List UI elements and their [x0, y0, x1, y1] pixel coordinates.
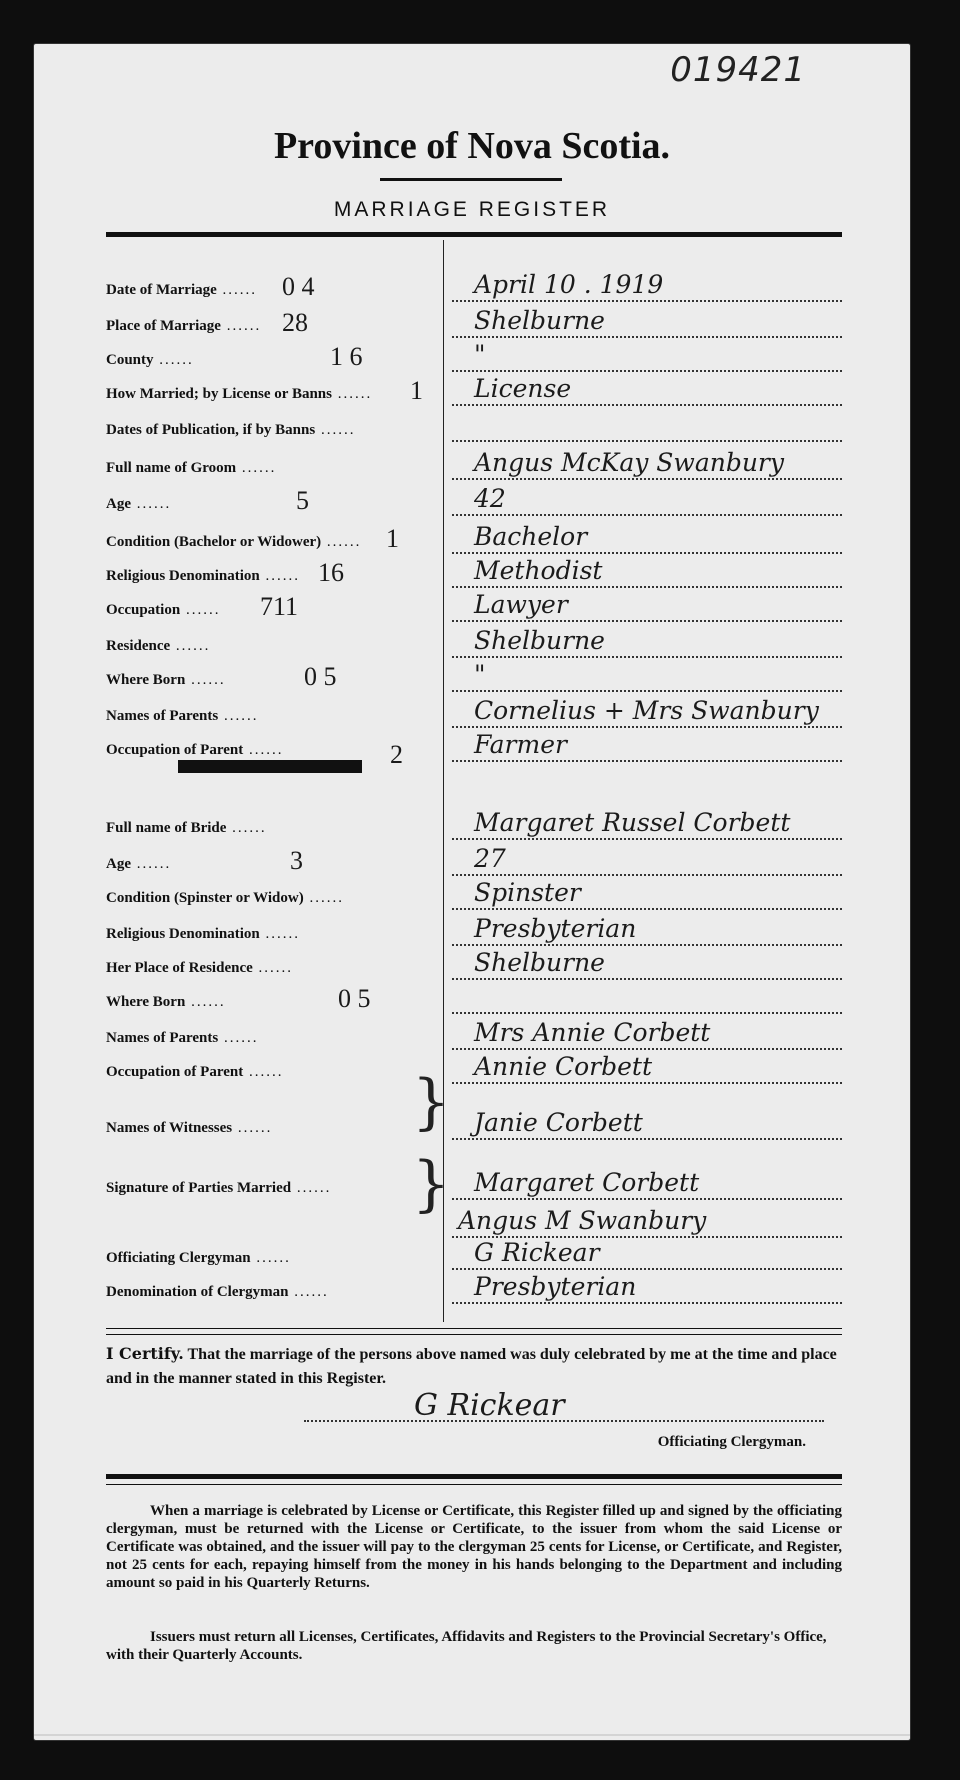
field-label	[106, 926, 300, 943]
entry-line	[452, 1302, 842, 1304]
entry-line	[452, 978, 842, 980]
handwritten-entry: Angus M Swanbury	[458, 1206, 707, 1235]
certificate-text	[106, 1342, 842, 1391]
entry-line	[452, 690, 842, 692]
field-label	[106, 318, 261, 335]
field-label	[106, 352, 194, 369]
field-label	[106, 1030, 258, 1047]
handwritten-entry: 42	[474, 484, 506, 513]
handwritten-entry: Farmer	[474, 730, 567, 759]
entry-line	[452, 336, 842, 338]
field-label	[106, 534, 361, 551]
handwritten-entry: "	[474, 340, 486, 369]
handwritten-entry: Lawyer	[474, 590, 568, 619]
field-label	[106, 1120, 272, 1137]
entry-line	[452, 300, 842, 302]
witness-brace: }	[412, 1067, 451, 1137]
field-label	[106, 1250, 291, 1267]
register-sheet	[34, 44, 910, 1740]
cert-rule-2	[106, 1334, 842, 1335]
certify-body: That the marriage of the persons above named was duly celebrated by me at the time and place and in the manner stated in this Register.	[106, 1346, 837, 1387]
handwritten-entry: 27	[474, 844, 506, 873]
handwritten-entry: "	[474, 660, 486, 689]
entry-line	[452, 1138, 842, 1140]
entry-line	[452, 586, 842, 588]
field-label-text: Full name of Bride	[106, 820, 227, 836]
leader-dots: ......	[303, 890, 344, 906]
field-label-text: Names of Parents	[106, 1030, 219, 1046]
leader-dots: ......	[250, 1250, 291, 1266]
handwritten-entry: Margaret Russel Corbett	[474, 808, 791, 837]
field-label-text: Where Born	[106, 672, 186, 688]
cert-rule-1	[106, 1328, 842, 1329]
field-label-text: Denomination of Clergyman	[106, 1284, 289, 1300]
field-label-text: Occupation	[106, 602, 181, 618]
handwritten-entry: Shelburne	[474, 626, 605, 655]
field-label	[106, 422, 355, 439]
top-rule	[106, 232, 842, 237]
field-label	[106, 460, 276, 477]
issuer-instructions: Issuers must return all Licenses, Certificates, Affidavits and Registers to the Provincial Secretary's Office, with their Quarterly Accounts.	[106, 1629, 827, 1663]
field-label	[106, 638, 210, 655]
field-code: 711	[260, 592, 299, 621]
leader-dots: ......	[216, 282, 258, 298]
handwritten-entry: Presbyterian	[474, 1272, 637, 1301]
field-label-text: Occupation of Parent	[106, 742, 244, 758]
parties-brace: }	[412, 1149, 451, 1219]
handwritten-entry: Shelburne	[474, 948, 605, 977]
handwritten-entry: Shelburne	[474, 306, 605, 335]
field-label-text: Officiating Clergyman	[106, 1250, 251, 1266]
leader-dots: ......	[259, 568, 301, 584]
entry-line	[452, 370, 842, 372]
field-label	[106, 1284, 329, 1301]
notice-rule-2	[106, 1484, 842, 1485]
entry-line	[452, 1198, 842, 1200]
handwritten-entry: Annie Corbett	[474, 1052, 653, 1081]
entry-line	[452, 656, 842, 658]
field-label-text: Full name of Groom	[106, 460, 237, 476]
entry-line	[452, 908, 842, 910]
entry-line	[452, 874, 842, 876]
field-code: 1	[410, 376, 423, 405]
certify-heading: I Certify.	[106, 1344, 184, 1363]
field-label	[106, 960, 293, 977]
leader-dots: ......	[170, 638, 211, 654]
field-code: 16	[318, 558, 344, 587]
field-label-text: Place of Marriage	[106, 318, 221, 334]
page-subtitle: MARRIAGE REGISTER	[333, 198, 611, 221]
entry-line	[452, 514, 842, 516]
handwritten-entry: Spinster	[474, 878, 581, 907]
leader-dots: ......	[218, 1030, 259, 1046]
clergyman-signature: G Rickear	[414, 1388, 565, 1423]
handwritten-entry: Bachelor	[474, 522, 588, 551]
handwritten-entry: Presbyterian	[474, 914, 637, 943]
entry-line	[452, 440, 842, 442]
entry-line	[452, 944, 842, 946]
field-label-text: Names of Witnesses	[106, 1120, 233, 1136]
field-code: 5	[296, 486, 309, 515]
entry-line	[452, 1268, 842, 1270]
field-label-text: Condition (Bachelor or Widower)	[106, 534, 322, 550]
handwritten-entry: Margaret Corbett	[474, 1168, 700, 1197]
leader-dots: ......	[243, 742, 284, 758]
field-label	[106, 386, 372, 403]
handwritten-entry: April 10 . 1919	[474, 270, 664, 299]
field-label	[106, 708, 258, 725]
field-label	[106, 1064, 283, 1081]
field-code: 3	[290, 846, 303, 875]
handwritten-entry: Cornelius + Mrs Swanbury	[474, 696, 819, 725]
leader-dots: ......	[232, 1120, 273, 1136]
field-code: 28	[282, 308, 308, 337]
field-code: 0 5	[304, 662, 337, 691]
handwritten-entry: Janie Corbett	[474, 1108, 643, 1137]
field-label-text: Where Born	[106, 994, 186, 1010]
field-label-text: Dates of Publication, if by Banns	[106, 422, 316, 438]
field-label-text: How Married; by License or Banns	[106, 386, 332, 402]
leader-dots: ......	[153, 352, 194, 368]
leader-dots: ......	[131, 856, 172, 872]
leader-dots: ......	[185, 672, 226, 688]
field-label	[106, 282, 257, 299]
notice-rule-1	[106, 1474, 842, 1479]
field-label-text: Condition (Spinster or Widow)	[106, 890, 304, 906]
leader-dots: ......	[315, 422, 356, 438]
handwritten-entry: G Rickear	[474, 1238, 600, 1267]
entry-line	[452, 726, 842, 728]
entry-line	[452, 1048, 842, 1050]
leader-dots: ......	[331, 386, 373, 402]
field-label	[106, 856, 171, 873]
field-label-text: Age	[106, 856, 131, 872]
entry-line	[452, 838, 842, 840]
leader-dots: ......	[291, 1180, 332, 1196]
field-code: 0 4	[282, 272, 315, 301]
field-label	[106, 820, 267, 837]
field-label	[106, 672, 226, 689]
field-label-text: Residence	[106, 638, 171, 654]
field-label-text: County	[106, 352, 154, 368]
field-label-text: Signature of Parties Married	[106, 1180, 292, 1196]
field-label-text: Age	[106, 496, 131, 512]
field-label-text: Occupation of Parent	[106, 1064, 244, 1080]
leader-dots: ......	[243, 1064, 284, 1080]
leader-dots: ......	[218, 708, 259, 724]
leader-dots: ......	[131, 496, 172, 512]
field-code: 0 5	[338, 984, 371, 1013]
leader-dots: ......	[259, 926, 301, 942]
field-label	[106, 602, 220, 619]
handwritten-entry: License	[474, 374, 572, 403]
leader-dots: ......	[321, 534, 362, 550]
entry-line	[452, 620, 842, 622]
handwritten-entry: Methodist	[474, 556, 603, 585]
field-label	[106, 994, 226, 1011]
field-code: 1 6	[330, 342, 363, 371]
leader-dots: ......	[252, 960, 294, 976]
field-label	[106, 1180, 331, 1197]
field-label	[106, 742, 283, 759]
entry-line	[452, 552, 842, 554]
handwritten-entry: Angus McKay Swanbury	[474, 448, 784, 477]
entry-line	[452, 1012, 842, 1014]
document-number: 019421	[670, 50, 806, 90]
officiating-clergyman-caption: Officiating Clergyman.	[657, 1434, 806, 1450]
leader-dots: ......	[185, 994, 226, 1010]
field-label-text: Names of Parents	[106, 708, 219, 724]
entry-line	[452, 478, 842, 480]
entry-line	[452, 1082, 842, 1084]
field-label-text: Religious Denomination	[106, 926, 260, 942]
leader-dots: ......	[180, 602, 221, 618]
entry-line	[452, 760, 842, 762]
leader-dots: ......	[236, 460, 277, 476]
leader-dots: ......	[220, 318, 262, 334]
signature-line	[304, 1420, 824, 1422]
field-label-text: Date of Marriage	[106, 282, 217, 298]
field-label-text: Religious Denomination	[106, 568, 260, 584]
title-rule	[380, 178, 562, 181]
leader-dots: ......	[288, 1284, 329, 1300]
return-instructions: When a marriage is celebrated by License or Certificate, this Register filled up and signed by the officiating clergyman, must be returned with the License or Certificate, to the issuer from whom the said License or Certificate was obtained, and the issuer will pay to the clergyman 25 cents for License, or Certificate, and Register, not 25 cents for each, repaying himself from the money in his hands belonging to the Department and including amount so paid in his Quarterly Returns.	[106, 1503, 842, 1591]
field-label-text: Her Place of Residence	[106, 960, 253, 976]
field-label	[106, 890, 344, 907]
handwritten-entry: Mrs Annie Corbett	[474, 1018, 711, 1047]
field-label	[106, 496, 171, 513]
bride-section-bar	[178, 760, 362, 773]
field-code: 1	[386, 524, 399, 553]
entry-line	[452, 404, 842, 406]
bride-section-code: 2	[390, 740, 403, 769]
leader-dots: ......	[226, 820, 267, 836]
page-title: Province of Nova Scotia.	[273, 125, 671, 167]
field-label	[106, 568, 300, 585]
